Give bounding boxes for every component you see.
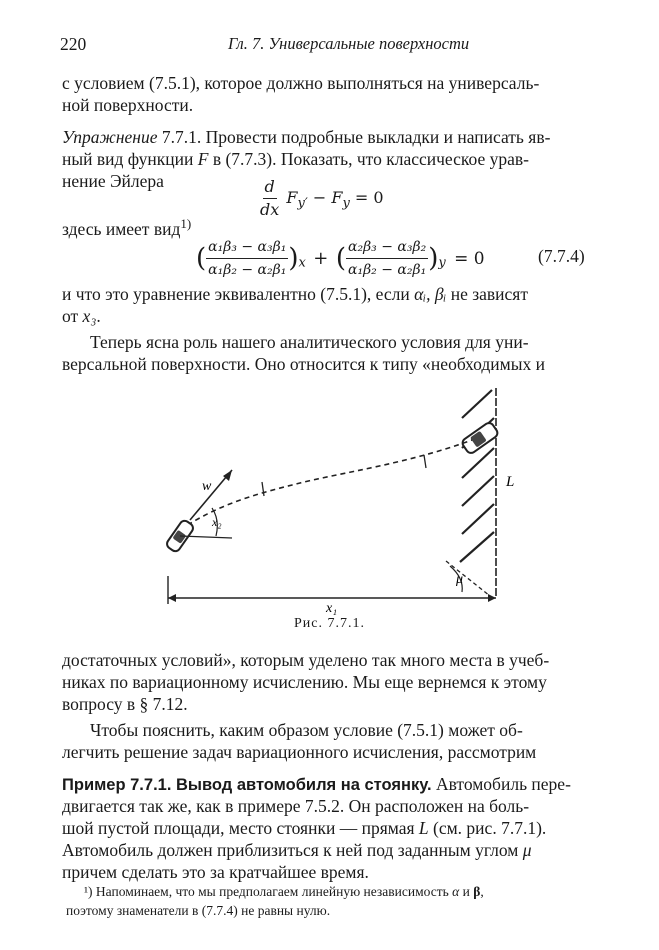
subscript: y′ bbox=[297, 196, 308, 212]
text-line bbox=[62, 283, 528, 305]
paren: ) bbox=[288, 243, 299, 274]
trajectory-tick bbox=[262, 482, 264, 496]
footnote-marker: ¹) bbox=[84, 884, 93, 899]
text-line: достаточных условий», которым уделено так много места в учеб- bbox=[62, 650, 550, 670]
exercise-label: Упражнение bbox=[62, 127, 158, 147]
example-title: Пример 7.7.1. Вывод автомобиля на стоянку. bbox=[62, 776, 432, 794]
paren: ( bbox=[335, 243, 346, 274]
label-w: w bbox=[202, 479, 212, 494]
text-line bbox=[62, 213, 191, 240]
text-run: от bbox=[62, 306, 83, 326]
fraction bbox=[206, 236, 288, 281]
text-line: ной поверхности. bbox=[62, 95, 194, 115]
arrowhead bbox=[168, 594, 176, 602]
text-line: Теперь ясна роль нашего аналитического условия для уни- bbox=[90, 332, 529, 352]
label-mu: μ bbox=[456, 572, 464, 587]
footnote-line bbox=[84, 883, 484, 901]
text-run: в (7.7.3). Показать, что классическое урав- bbox=[208, 149, 529, 169]
paren: ( bbox=[196, 243, 207, 274]
fraction bbox=[346, 236, 428, 281]
math-symbol: F bbox=[197, 149, 209, 169]
parking-hatching bbox=[460, 390, 494, 562]
text-run: шой пустой площади, место стоянки — прямая bbox=[62, 818, 419, 838]
subscript: y bbox=[438, 255, 446, 271]
fraction-numerator: d bbox=[263, 176, 277, 199]
running-title: Гл. 7. Универсальные поверхности bbox=[228, 34, 470, 53]
text-line: с условием (7.5.1), которое должно выполняться на универсаль- bbox=[62, 73, 540, 93]
text-run: (см. рис. 7.7.1). bbox=[428, 818, 547, 838]
math-symbol: F bbox=[286, 188, 298, 207]
text-line: легчить решение задач вариационного исчисления, рассмотрим bbox=[62, 742, 537, 762]
fraction-numerator: α₁β₃ − α₃β₁ bbox=[206, 236, 288, 259]
figure-caption: Рис. 7.7.1. bbox=[294, 616, 365, 631]
page-number: 220 bbox=[60, 34, 87, 54]
label-L: L bbox=[506, 474, 515, 490]
exercise-line bbox=[62, 148, 529, 170]
subscript: x bbox=[298, 255, 306, 271]
text-line bbox=[62, 817, 546, 839]
trajectory-tick bbox=[424, 455, 426, 468]
subscript: y bbox=[342, 196, 350, 212]
equation-number: (7.7.4) bbox=[538, 246, 585, 266]
math-symbol: L bbox=[418, 818, 429, 838]
fraction-denominator: dx bbox=[260, 200, 280, 219]
text-line: двигается так же, как в примере 7.5.2. Он расположен на боль- bbox=[62, 796, 530, 816]
text-run: Автомобиль пере- bbox=[431, 774, 571, 794]
math-symbol: αᵢ, βᵢ bbox=[414, 284, 447, 304]
fraction-denominator: α₁β₂ − α₂β₁ bbox=[348, 262, 427, 278]
operator: + bbox=[313, 247, 329, 269]
fraction-numerator: α₂β₃ − α₃β₂ bbox=[346, 236, 428, 259]
label-x1: x₁ bbox=[326, 601, 338, 616]
operator: − bbox=[307, 188, 332, 207]
text-line: Чтобы пояснить, каким образом условие (7.5.1) может об- bbox=[90, 720, 523, 740]
exercise-line bbox=[62, 126, 550, 148]
text-run: 7.7.1. Провести подробные выкладки и написать яв- bbox=[157, 127, 551, 147]
math-symbol: β bbox=[473, 884, 481, 899]
text-run: ный вид функции bbox=[62, 149, 198, 169]
footnote-line: поэтому знаменатели в (7.7.4) не равны нулю. bbox=[66, 903, 331, 918]
text-run: . bbox=[96, 306, 101, 326]
euler-equation bbox=[258, 176, 384, 221]
text-line bbox=[62, 839, 532, 861]
mu-line bbox=[446, 561, 490, 596]
paren: ) bbox=[428, 243, 439, 274]
footnote-marker: 1) bbox=[180, 216, 192, 231]
text-run: и bbox=[459, 884, 474, 899]
fraction-denominator: α₁β₂ − α₂β₁ bbox=[208, 262, 287, 278]
operator: = 0 bbox=[349, 188, 384, 207]
text-run: здесь имеет вид bbox=[62, 218, 181, 239]
math-symbol: x₃ bbox=[82, 306, 97, 326]
figure-7-7-1 bbox=[150, 378, 520, 638]
math-symbol: F bbox=[331, 188, 343, 207]
example-line bbox=[62, 773, 571, 796]
text-run: и что это уравнение эквивалентно (7.5.1), если bbox=[62, 284, 415, 304]
text-line: версальной поверхности. Оно относится к типу «необходимых и bbox=[62, 354, 545, 374]
math-symbol: μ bbox=[522, 840, 532, 860]
text-line: нение Эйлера bbox=[62, 171, 164, 191]
equation-7-7-4 bbox=[196, 236, 485, 281]
text-run: , bbox=[480, 884, 484, 899]
text-line bbox=[62, 305, 101, 327]
operator: = 0 bbox=[454, 248, 485, 269]
arrowhead bbox=[488, 594, 496, 602]
trajectory-path bbox=[180, 440, 472, 530]
label-x2: x₂ bbox=[212, 515, 222, 529]
text-line: никах по вариационному исчислению. Мы еще вернемся к этому bbox=[62, 672, 547, 692]
derivative-fraction bbox=[258, 176, 281, 221]
text-run: не зависят bbox=[446, 284, 528, 304]
text-run: Напоминаем, что мы предполагаем линейную независимость bbox=[92, 884, 453, 899]
text-line: вопросу в § 7.12. bbox=[62, 694, 188, 714]
text-line: причем сделать это за кратчайшее время. bbox=[62, 862, 369, 882]
text-run: Автомобиль должен приблизиться к ней под заданным углом bbox=[62, 840, 523, 860]
math-symbol: α bbox=[452, 884, 460, 899]
